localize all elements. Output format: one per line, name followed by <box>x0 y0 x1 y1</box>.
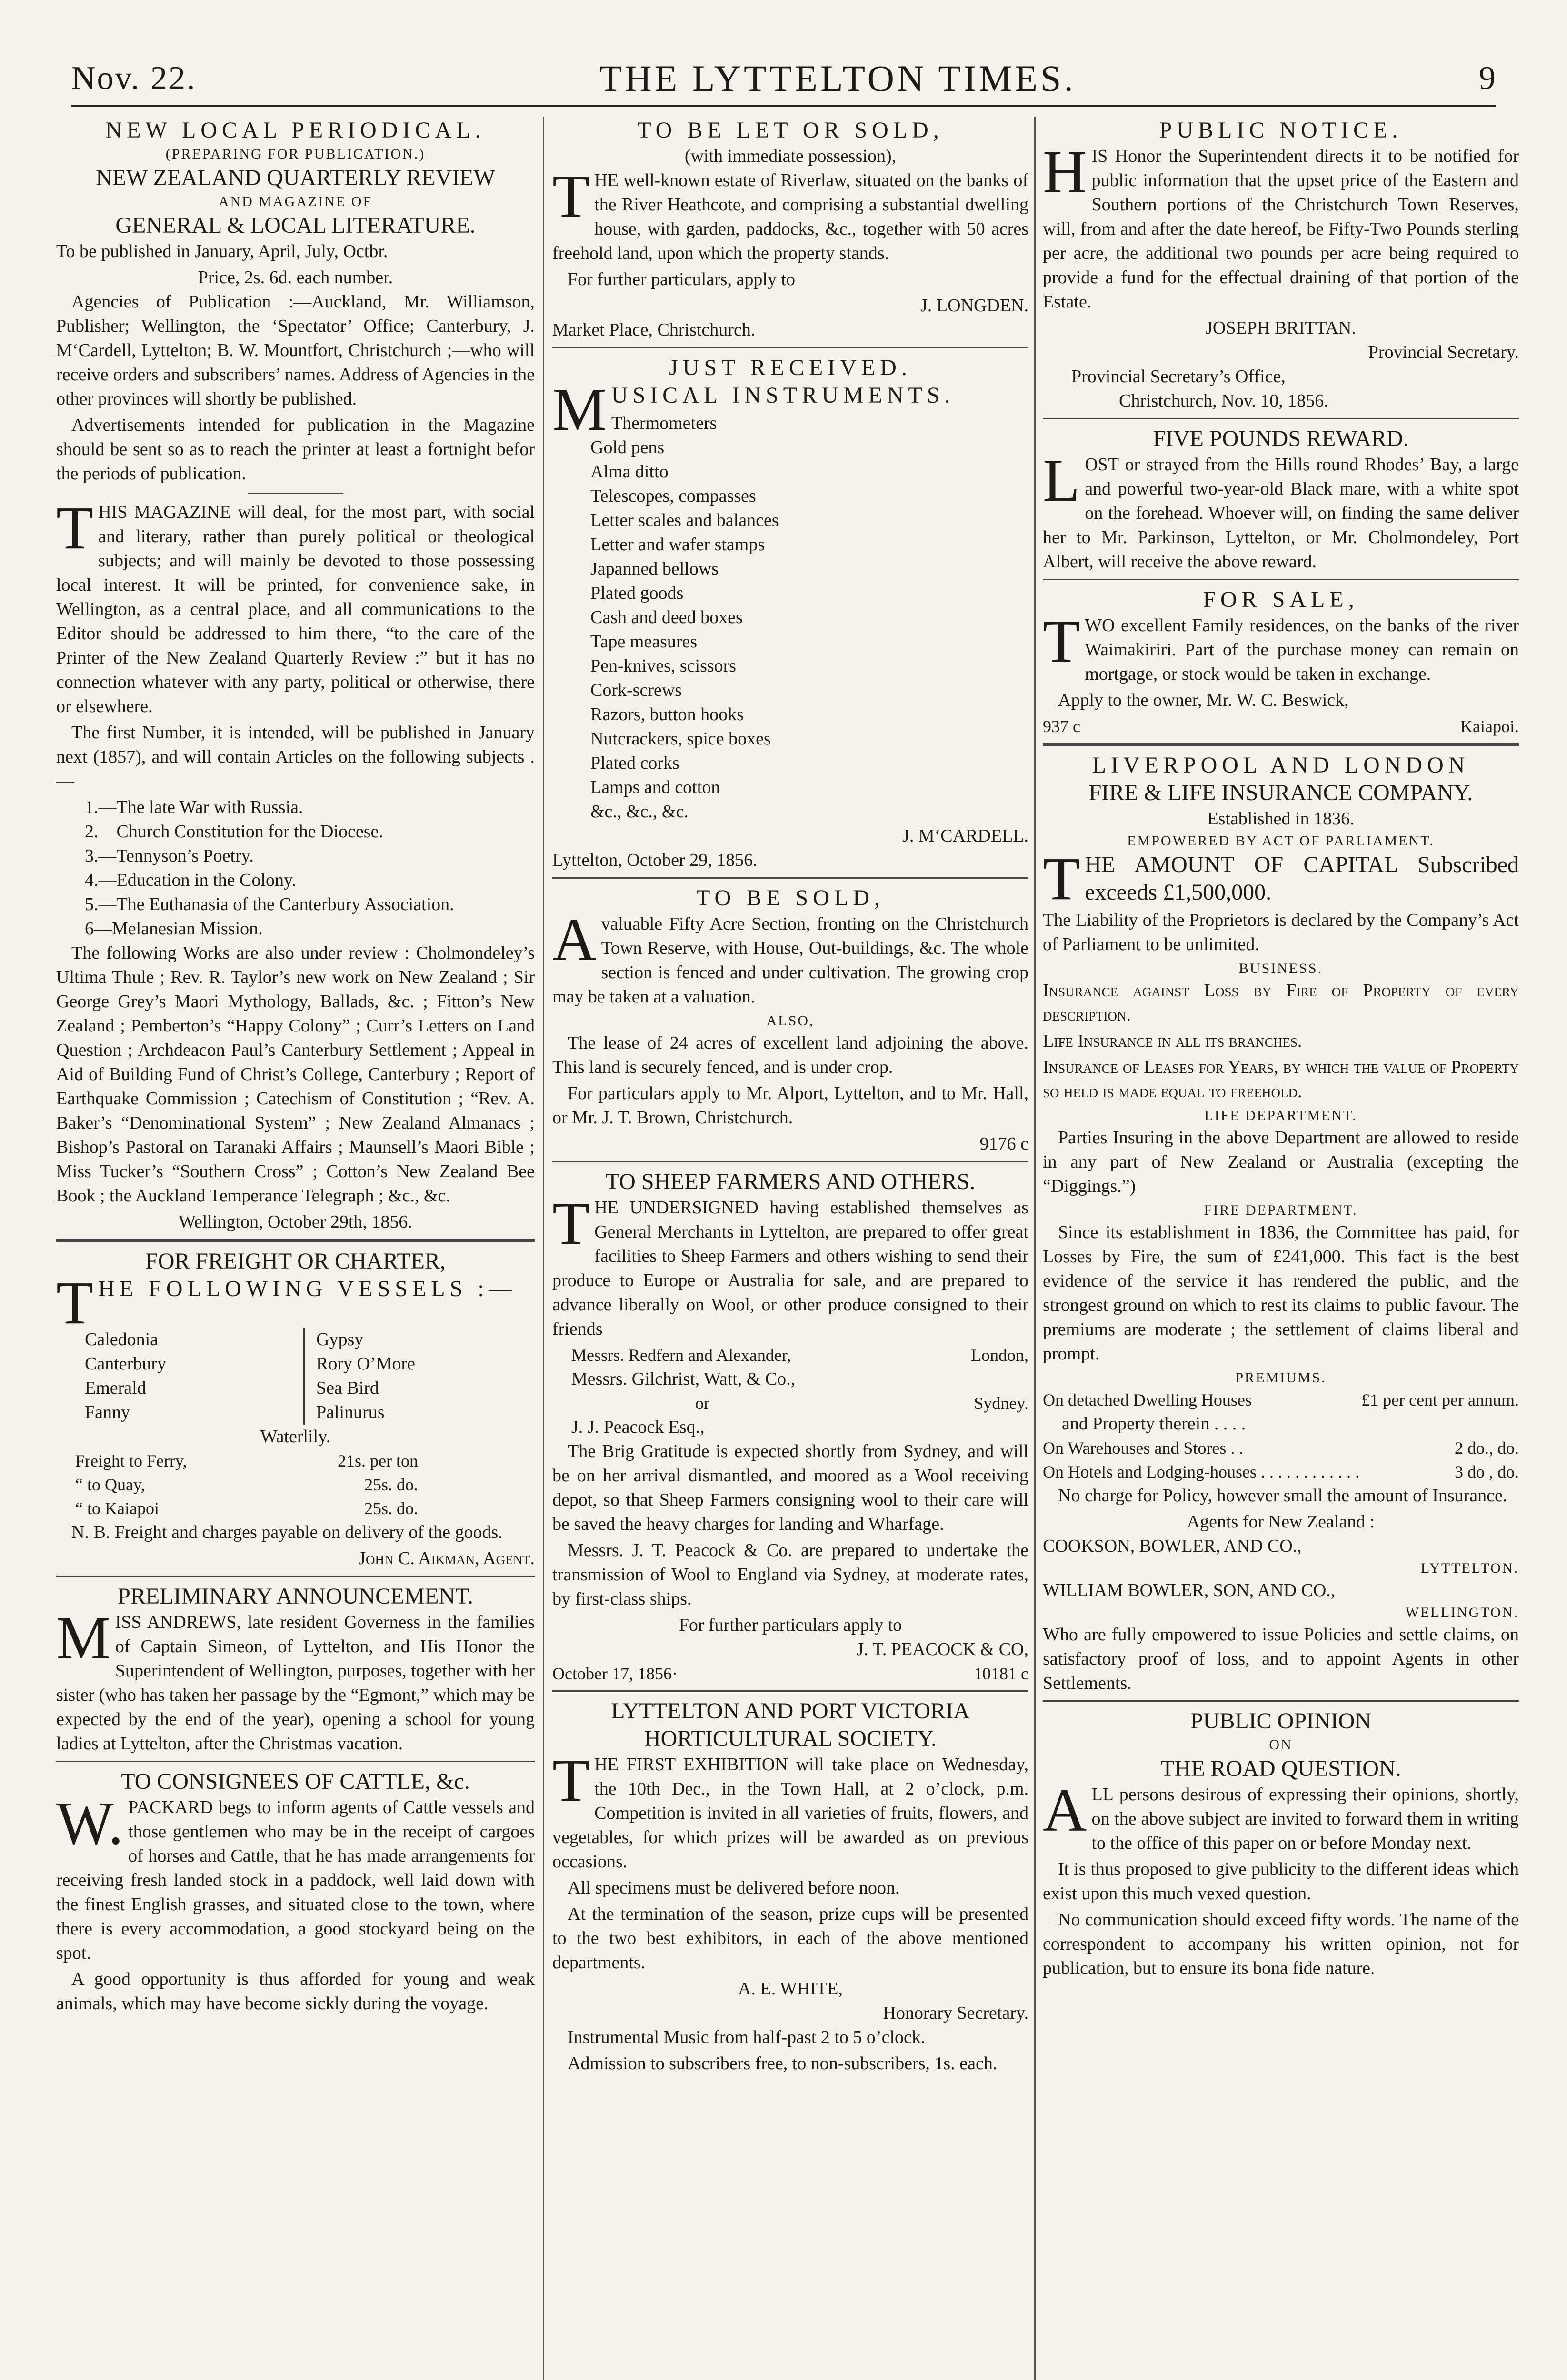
ad-text: The following Works are also under review : Cholmondeley’s Ultima Thule ; Rev. R. Taylor’s new work on New Zealand ; Sir George Grey’s Maori Mythology, Ballads, &c. ; Fitton’s New Zealand ; Pemberton’s “Happy Colony” ; Curr’s Letters on Land Question ; Archdeacon Paul’s Canterbury Settlement ; Appeal in Aid of Building Fund of Christ’s College, Canterbury ; Report of Earthquake Commission ; Catechism of Constitution ; “Rev. A. Baker’s “Denominational System” ; New Zealand Almanacs ; Bishop’s Pastoral on Taranaki Affairs ; Maunsell’s Maori Bible ; Miss Tucker’s “Southern Cross” ; Cotton’s New Zealand Bee Book ; the Auckland Temperance Telegraph ; &c., &c. <box>56 943 535 1206</box>
list-item: 4.—Education in the Colony. <box>85 870 296 890</box>
agent-city: London, <box>971 1346 1028 1365</box>
periodical-ad <box>56 117 535 1234</box>
rate-value: 21s. per ton <box>338 1451 418 1470</box>
ad-signature: JOSEPH BRITTAN. <box>1206 318 1356 338</box>
list-item: 5.—The Euthanasia of the Canterbury Association. <box>85 894 454 914</box>
vessel: Sea Bird <box>316 1378 379 1398</box>
ad-title: NEW ZEALAND QUARTERLY REVIEW <box>96 165 495 190</box>
ad-subheading: ALSO, <box>766 1013 815 1029</box>
drop-cap: L <box>1043 446 1080 514</box>
list-item: Alma ditto <box>590 462 669 482</box>
divider <box>1043 579 1519 580</box>
notice-ad <box>1043 117 1519 413</box>
list-item: Cash and deed boxes <box>590 607 743 627</box>
ad-text: A good opportunity is thus afforded for young and weak animals, which may have become sickly during the voyage. <box>56 1969 535 2013</box>
vessel: Gypsy <box>316 1329 364 1349</box>
insurance-ad <box>1043 752 1519 1696</box>
column-rule-1 <box>543 117 544 2380</box>
ad-text: ISS ANDREWS, late resident Governess in the families of Captain Simeon, of Lyttelton, and His Honor the Superintendent of Wellington, purposes, together with her sister (who has taken her passage by the “Egmont,” which may be expected by the end of the year), opening a school for young ladies at Lyttelton, after the Christmas vacation. <box>56 1612 535 1754</box>
ad-text: For particulars apply to Mr. Alport, Lyttelton, and to Mr. Hall, or Mr. J. T. Brown, Christchurch. <box>552 1083 1028 1128</box>
list-item: Plated goods <box>590 583 684 603</box>
ad-text: The Liability of the Proprietors is declared by the Company’s Act of Parliament to be unlimited. <box>1043 910 1519 954</box>
list-item: 1.—The late War with Russia. <box>85 797 303 817</box>
drop-cap: A <box>1043 1776 1087 1844</box>
divider <box>56 1576 535 1577</box>
list-item: Plated corks <box>590 753 679 773</box>
divider <box>1043 743 1519 746</box>
section-heading: FIRE DEPARTMENT. <box>1204 1202 1358 1218</box>
drop-cap: T <box>1043 607 1080 675</box>
ad-text: HE UNDERSIGNED having established themselves as General Merchants in Lyttelton, are prepared to offer great facilities to Sheep Farmers and others wishing to send their produce to Europe or Australia for sale, and are prepared to advance liberally on Wool, or other produce consigned to their friends <box>552 1198 1028 1339</box>
drop-cap: M <box>552 376 607 443</box>
drop-cap: T <box>56 494 94 562</box>
divider <box>1043 418 1519 419</box>
ad-text: No charge for Policy, however small the amount of Insurance. <box>1058 1486 1507 1506</box>
vessel-list <box>56 1328 535 1425</box>
drop-cap: M <box>56 1604 110 1672</box>
ad-heading: FIRE & LIFE INSURANCE COMPANY. <box>1088 780 1473 805</box>
reward-ad <box>1043 425 1519 574</box>
ad-place: Kaiapoi. <box>1460 717 1519 736</box>
drop-cap: W. <box>56 1789 124 1857</box>
ad-signature: John C. Aikman, Agent. <box>359 1548 535 1568</box>
cattle-ad <box>56 1768 535 2016</box>
list-item: Japanned bellows <box>590 559 719 579</box>
opinion-ad <box>1043 1707 1519 1981</box>
ad-text: Messrs. J. T. Peacock & Co. are prepared to undertake the transmission of Wool to England via Sydney, at moderate rates, by first-class ships. <box>552 1540 1028 1609</box>
ad-title-small: AND MAGAZINE OF <box>218 194 373 209</box>
divider <box>552 1161 1028 1162</box>
issue-date: Nov. 22. <box>71 60 197 97</box>
list-item: Letter and wafer stamps <box>590 535 765 555</box>
list-item: Razors, button hooks <box>590 704 744 724</box>
ad-subheading: (with immediate possession), <box>684 146 897 166</box>
section-heading: BUSINESS. <box>1238 961 1323 976</box>
divider <box>248 493 343 494</box>
drop-cap: T <box>552 162 590 230</box>
ad-ref: 937 c <box>1043 717 1080 736</box>
ad-text: It is thus proposed to give publicity to the different ideas which exist upon this much vexed question. <box>1043 1859 1519 1904</box>
ad-text: LL persons desirous of expressing their opinions, shortly, on the above subject are invited to forward them in writing to the office of this paper on or before Monday next. <box>1091 1785 1519 1853</box>
ad-text: N. B. Freight and charges payable on delivery of the goods. <box>71 1522 503 1542</box>
ad-heading: TO CONSIGNEES OF CATTLE, &c. <box>121 1769 470 1794</box>
ad-lead: HE AMOUNT OF CAPITAL Subscribed exceeds £1,500,000. <box>1085 852 1519 905</box>
freight-rates <box>56 1449 535 1520</box>
sheep-ad <box>552 1168 1028 1686</box>
ad-heading: FOR FREIGHT OR CHARTER, <box>145 1249 446 1274</box>
rate-value: 25s. do. <box>364 1499 418 1518</box>
ad-heading: THE ROAD QUESTION. <box>1160 1756 1401 1781</box>
ad-text: Agents for New Zealand : <box>1187 1512 1375 1532</box>
ad-ref: 9176 c <box>979 1134 1028 1154</box>
ad-heading: FIVE POUNDS REWARD. <box>1153 426 1409 451</box>
drop-cap: T <box>552 1746 590 1814</box>
ad-text: The lease of 24 acres of excellent land adjoining the above. This land is securely fenced, and is under crop. <box>552 1033 1028 1077</box>
ad-role: Provincial Secretary. <box>1368 342 1519 362</box>
list-item: &c., &c., &c. <box>590 802 689 822</box>
ad-text: Insurance against Loss by Fire of Property of every description. <box>1043 981 1519 1025</box>
divider <box>56 1761 535 1762</box>
agent-name: COOKSON, BOWLER, AND CO., <box>1043 1536 1302 1556</box>
ad-role: Honorary Secretary. <box>883 2003 1028 2023</box>
agents-list <box>552 1343 1028 1439</box>
column-rule-2 <box>1034 117 1036 2380</box>
section-heading: PREMIUMS. <box>1235 1370 1327 1386</box>
ad-text: For further particulars apply to <box>679 1615 902 1635</box>
agent-or: or <box>695 1394 709 1413</box>
ad-text: Insurance of Leases for Years, by which the value of Property so held is made equal to freehold. <box>1043 1057 1519 1101</box>
ad-signature: A. E. WHITE, <box>738 1979 843 1999</box>
page-number: 9 <box>1479 60 1496 97</box>
ad-price: Price, 2s. 6d. each number. <box>198 268 393 288</box>
ad-heading: TO BE SOLD, <box>696 885 885 911</box>
list-item: Nutcrackers, spice boxes <box>590 729 771 749</box>
ad-heading: NEW LOCAL PERIODICAL. <box>105 118 486 143</box>
column-2 <box>552 117 1028 2380</box>
ad-text: HE well-known estate of Riverlaw, situated on the banks of the River Heathcote, and comprising a substantial dwelling house, with garden, paddocks, &c., together with 50 acres freehold land, upon which the property stands. <box>552 170 1028 263</box>
list-item: 2.—Church Constitution for the Diocese. <box>85 822 383 842</box>
ad-heading: TO BE LET OR SOLD, <box>637 118 944 143</box>
divider <box>56 1239 535 1242</box>
ad-text: Parties Insuring in the above Department are allowed to reside in any part of New Zealand or Australia (excepting the “Diggings.”) <box>1043 1128 1519 1196</box>
list-item: Gold pens <box>590 437 665 457</box>
ad-place: Market Place, Christchurch. <box>552 320 756 340</box>
premium-label: On Hotels and Lodging-houses . . . . . . . . . . . . <box>1043 1462 1359 1481</box>
ad-lead: USICAL INSTRUMENTS. <box>611 383 955 408</box>
ad-subheading: (PREPARING FOR PUBLICATION.) <box>165 146 426 162</box>
ad-ref: 10181 c <box>974 1664 1028 1683</box>
agent-name: Messrs. Redfern and Alexander, <box>571 1346 791 1365</box>
ad-text: Apply to the owner, Mr. W. C. Beswick, <box>1058 690 1349 710</box>
ad-heading: ON <box>1269 1737 1293 1753</box>
ad-signature: J. T. PEACOCK & CO, <box>857 1639 1028 1659</box>
vessel: Waterlily. <box>260 1427 331 1447</box>
rate-label: “ to Kaiapoi <box>75 1499 159 1518</box>
agent-name: J. J. Peacock Esq., <box>571 1417 705 1437</box>
list-item: Cork-screws <box>590 680 682 700</box>
ad-text: For further particulars, apply to <box>568 269 796 289</box>
received-ad <box>552 354 1028 873</box>
ad-text: Admission to subscribers free, to non-subscribers, 1s. each. <box>568 2053 998 2073</box>
vessel: Caledonia <box>85 1329 159 1349</box>
drop-cap: A <box>552 906 597 973</box>
premium-label: and Property therein . . . . <box>1062 1414 1246 1434</box>
agent-name: WILLIAM BOWLER, SON, AND CO., <box>1043 1580 1336 1600</box>
ad-text: All specimens must be delivered before noon. <box>568 1878 900 1898</box>
ad-heading: LYTTELTON AND PORT VICTORIA <box>611 1698 970 1724</box>
divider <box>552 877 1028 879</box>
drop-cap: H <box>1043 138 1087 206</box>
agent-city: WELLINGTON. <box>1405 1605 1519 1620</box>
list-item: 3.—Tennyson’s Poetry. <box>85 846 254 866</box>
ad-date: Wellington, October 29th, 1856. <box>179 1212 412 1232</box>
ad-heading: PRELIMINARY ANNOUNCEMENT. <box>118 1584 473 1609</box>
ad-text: The Brig Gratitude is expected shortly from Sydney, and will be on her arrival dismantled, and moored as a Wool receiving depot, so that Sheep Farmers consigning wool to their care will be saved the heavy charges for landing and Wharfage. <box>552 1441 1028 1534</box>
sold-ad <box>552 884 1028 1156</box>
ad-date: Christchurch, Nov. 10, 1856. <box>1119 391 1328 411</box>
agent-name: Messrs. Gilchrist, Watt, & Co., <box>571 1369 796 1389</box>
ad-text: IS Honor the Superintendent directs it to be notified for public information that the upset price of the Eastern and Southern portions of the Christchurch Town Reserves, will, from and after the date hereof, be Fifty-Two Pounds sterling per acre, the additional two pounds per acre being required to provide a fund for the effectual draining of that portion of the Estate. <box>1043 146 1519 312</box>
section-heading: LIFE DEPARTMENT. <box>1204 1108 1357 1123</box>
ad-heading: HORTICULTURAL SOCIETY. <box>644 1726 937 1751</box>
list-item: Thermometers <box>611 413 717 433</box>
ad-date: Lyttelton, October 29, 1856. <box>552 850 758 870</box>
ad-heading: LIVERPOOL AND LONDON <box>1092 753 1470 778</box>
ad-heading: PUBLIC OPINION <box>1190 1708 1371 1734</box>
ad-text: The first Number, it is intended, will be published in January next (1857), and will contain Articles on the following subjects .— <box>56 723 535 791</box>
premium-rate: £1 per cent per annum. <box>1361 1390 1519 1409</box>
ad-lead: HE FOLLOWING VESSELS :— <box>98 1276 517 1301</box>
ad-text: WO excellent Family residences, on the banks of the river Waimakiriri. Part of the purchase money can remain on mortgage, or stock would be taken in exchange. <box>1085 615 1519 684</box>
goods-list <box>552 411 1028 824</box>
ad-text: OST or strayed from the Hills round Rhodes’ Bay, a large and powerful two-year-old Black mare, with a white spot on the forehead. Whoever will, on finding the same deliver her to Mr. Parkinson, Lyttelton, or Mr. Cholmondeley, Port Albert, will receive the above reward. <box>1043 455 1519 572</box>
rate-label: “ to Quay, <box>75 1475 145 1494</box>
riverlaw-ad <box>552 117 1028 342</box>
newspaper-title: THE LYTTELTON TIMES. <box>599 58 1076 99</box>
ad-text: Life Insurance in all its branches. <box>1043 1031 1302 1051</box>
rate-value: 25s. do. <box>364 1475 418 1494</box>
ad-office: Provincial Secretary’s Office, <box>1071 367 1286 387</box>
ad-subheading: EMPOWERED BY ACT OF PARLIAMENT. <box>1127 833 1435 849</box>
drop-cap: T <box>552 1190 590 1257</box>
ad-text: No communication should exceed fifty words. The name of the correspondent to accompany his written opinion, not for publication, but to ensure its bona fide nature. <box>1043 1910 1519 1978</box>
ad-text: At the termination of the season, prize cups will be presented to the two best exhibitors, in each of the above mentioned departments. <box>552 1904 1028 1973</box>
list-item: 6—Melanesian Mission. <box>85 919 263 939</box>
ad-heading: PUBLIC NOTICE. <box>1159 118 1403 143</box>
prelim-ad <box>56 1583 535 1756</box>
list-item: Pen-knives, scissors <box>590 656 737 676</box>
ad-text: HE FIRST EXHIBITION will take place on Wednesday, the 10th Dec., in the Town Hall, at 2 o’clock, p.m. Competition is invited in all varieties of fruits, flowers, and vegetables, for which prizes will be awarded as on previous occasions. <box>552 1755 1028 1872</box>
vessel: Palinurus <box>316 1402 385 1422</box>
ad-date: October 17, 1856· <box>552 1664 678 1683</box>
ad-text: Advertisements intended for publication in the Magazine should be sent so as to reach the printer at least a fortnight befor the periods of publication. <box>56 415 535 484</box>
horticultural-ad <box>552 1697 1028 2076</box>
ad-heading: FOR SALE, <box>1203 587 1359 612</box>
column-1 <box>56 117 535 2380</box>
vessel: Fanny <box>85 1402 130 1422</box>
ad-text: Instrumental Music from half-past 2 to 5 o’clock. <box>568 2027 926 2047</box>
page-header <box>71 52 1496 107</box>
ad-text: Who are fully empowered to issue Policies and settle claims, on satisfactory proof of loss, and to appoint Agents in other Settlements. <box>1043 1625 1519 1693</box>
forsale-ad <box>1043 586 1519 738</box>
ad-signature: J. M‘CARDELL. <box>902 826 1028 846</box>
divider <box>552 1690 1028 1692</box>
freight-ad <box>56 1248 535 1571</box>
subject-list <box>56 795 535 941</box>
list-item: Letter scales and balances <box>590 510 779 530</box>
ad-text: PACKARD begs to inform agents of Cattle vessels and those gentlemen who may be in the receipt of cargoes of horses and Cattle, that he has made arrangements for receiving fresh landed stock in a paddock, well laid down with the finest English grasses, and situated close to the town, where there is every accommodation, a good stockyard being on the spot. <box>56 1797 535 1963</box>
agent-city: LYTTELTON. <box>1420 1560 1519 1576</box>
premium-rate: 3 do , do. <box>1455 1462 1519 1481</box>
ad-text: HIS MAGAZINE will deal, for the most part, with social and literary, rather than purely political or theological subjects; and will mainly be devoted to those possessing local interest. It will be printed, for convenience sake, in Wellington, as a central place, and all communications to the Editor should be addressed to him there, “to the care of the Printer of the New Zealand Quarterly Review :” but it has no connection whatever with any party, political or otherwise, there or elsewhere. <box>56 502 535 716</box>
premium-label: On detached Dwelling Houses <box>1043 1390 1252 1409</box>
list-item: Telescopes, compasses <box>590 486 756 506</box>
column-3 <box>1043 117 1519 2380</box>
ad-text: valuable Fifty Acre Section, fronting on the Christchurch Town Reserve, with House, Out-buildings, &c. The whole section is fenced and under cultivation. The growing crop may be taken at a valuation. <box>552 914 1028 1007</box>
ad-text: Since its establishment in 1836, the Committee has paid, for Losses by Fire, the sum of £241,000. This fact is the best evidence of the service it has rendered the public, and the strongest ground on which to rest its claims to public favour. The premiums are moderate ; the settlement of claims liberal and prompt. <box>1043 1222 1519 1364</box>
rate-label: Freight to Ferry, <box>75 1451 187 1470</box>
ad-heading: TO SHEEP FARMERS AND OTHERS. <box>605 1169 976 1194</box>
divider <box>1043 1700 1519 1702</box>
vessel: Rory O’More <box>316 1354 415 1374</box>
ad-title: GENERAL & LOCAL LITERATURE. <box>115 213 476 238</box>
list-item: Lamps and cotton <box>590 777 720 797</box>
ad-heading: JUST RECEIVED. <box>669 355 912 380</box>
drop-cap: T <box>56 1269 94 1337</box>
vessel: Emerald <box>85 1378 146 1398</box>
premium-rate: 2 do., do. <box>1455 1438 1519 1458</box>
agent-city: Sydney. <box>974 1394 1028 1413</box>
ad-subheading: Established in 1836. <box>1207 809 1355 829</box>
ad-text: To be published in January, April, July, Octbr. <box>56 241 388 261</box>
list-item: Tape measures <box>590 632 698 652</box>
premium-label: On Warehouses and Stores . . <box>1043 1438 1244 1458</box>
vessel: Canterbury <box>85 1354 166 1374</box>
drop-cap: T <box>1043 845 1080 912</box>
divider <box>552 347 1028 348</box>
ad-text: Agencies of Publication :—Auckland, Mr. Williamson, Publisher; Wellington, the ‘Spectator’ Office; Canterbury, J. M‘Cardell, Lyttelton; B. W. Mountfort, Christchurch ;—who will receive orders and subscribers’ names. Address of Agencies in the other provinces will shortly be published. <box>56 292 535 409</box>
ad-signature: J. LONGDEN. <box>920 296 1028 316</box>
